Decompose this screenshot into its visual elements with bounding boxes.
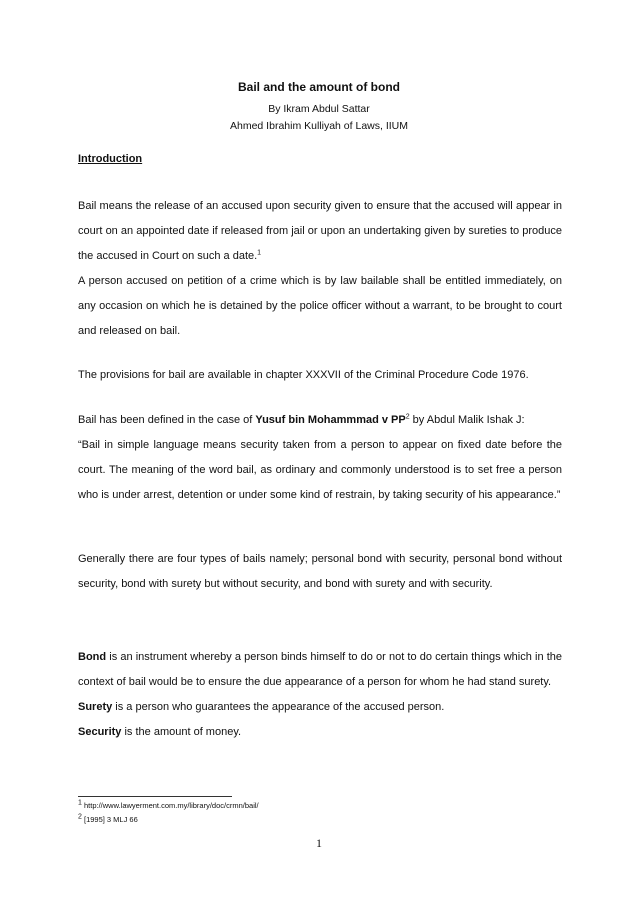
body-block-4: [78, 547, 562, 597]
body-block-2: [78, 363, 562, 388]
term-security: Security: [78, 726, 122, 738]
paragraph-text: is a person who guarantees the appearance of the accused person.: [112, 701, 445, 713]
paragraph-text: is the amount of money.: [121, 726, 242, 738]
author-line: By Ikram Abdul Sattar: [268, 103, 370, 115]
footnote-ref: 1: [257, 249, 262, 257]
paragraph-quote: “Bail in simple language means security taken from a person to appear on fixed date before the court. The meaning of the word bail, as ordinary and commonly understood is to set free a person who is under arrest, detention or under some kind of restrain, by taking security of his appearance.”: [78, 439, 562, 501]
section-heading: Introduction: [78, 153, 143, 165]
paragraph-surety: [78, 695, 562, 720]
paragraph-provisions: The provisions for bail are available in chapter XXXVII of the Criminal Procedure Code 1976.: [78, 369, 529, 381]
footnote-number: 2: [78, 813, 82, 821]
paragraph-text: by Abdul Malik Ishak J:: [409, 414, 525, 426]
paragraph-bail-definition: [78, 194, 562, 269]
document-title: Bail and the amount of bond: [238, 80, 400, 94]
footnote-2: [78, 815, 138, 824]
paragraph-bailable: A person accused on petition of a crime which is by law bailable shall be entitled immediately, on any occasion on which he is detained by the police officer without a warrant, to be brought to court and released on bail.: [78, 275, 562, 337]
term-bond: Bond: [78, 651, 107, 663]
paragraph-bond: [78, 645, 562, 695]
paragraph-security: [78, 720, 562, 745]
paragraph-text: Bail has been defined in the case of: [78, 414, 256, 426]
paragraph-text: is an instrument whereby a person binds himself to do or not to do certain things which in the context of bail would be to ensure the due appearance of a person for whom he had stand surety.: [78, 651, 562, 688]
footnote-text: [1995] 3 MLJ 66: [81, 815, 138, 824]
term-surety: Surety: [78, 701, 113, 713]
case-name: Yusuf bin Mohammmad v PP: [255, 414, 406, 426]
body-block-1: [78, 194, 562, 344]
affiliation-line: Ahmed Ibrahim Kulliyah of Laws, IIUM: [230, 120, 408, 132]
footnote-text: http://www.lawyerment.com.my/library/doc/crmn/bail/: [81, 801, 259, 810]
body-block-5: [78, 645, 562, 745]
page-number: 1: [316, 836, 322, 850]
paragraph-text: Bail means the release of an accused upon security given to ensure that the accused will appear in court on an appointed date if released from jail or upon an undertaking given by sureties to produce the accused in Court on such a date.: [78, 200, 562, 262]
footnote-divider: [78, 796, 232, 797]
paragraph-types: Generally there are four types of bails namely; personal bond with security, personal bond without security, bond with surety but without security, and bond with surety and with security.: [78, 553, 562, 590]
paragraph-case-reference: [78, 408, 562, 433]
footnote-1: [78, 801, 259, 810]
footnote-number: 1: [78, 799, 82, 807]
body-block-3: [78, 408, 562, 508]
footnote-ref: 2: [405, 413, 410, 421]
